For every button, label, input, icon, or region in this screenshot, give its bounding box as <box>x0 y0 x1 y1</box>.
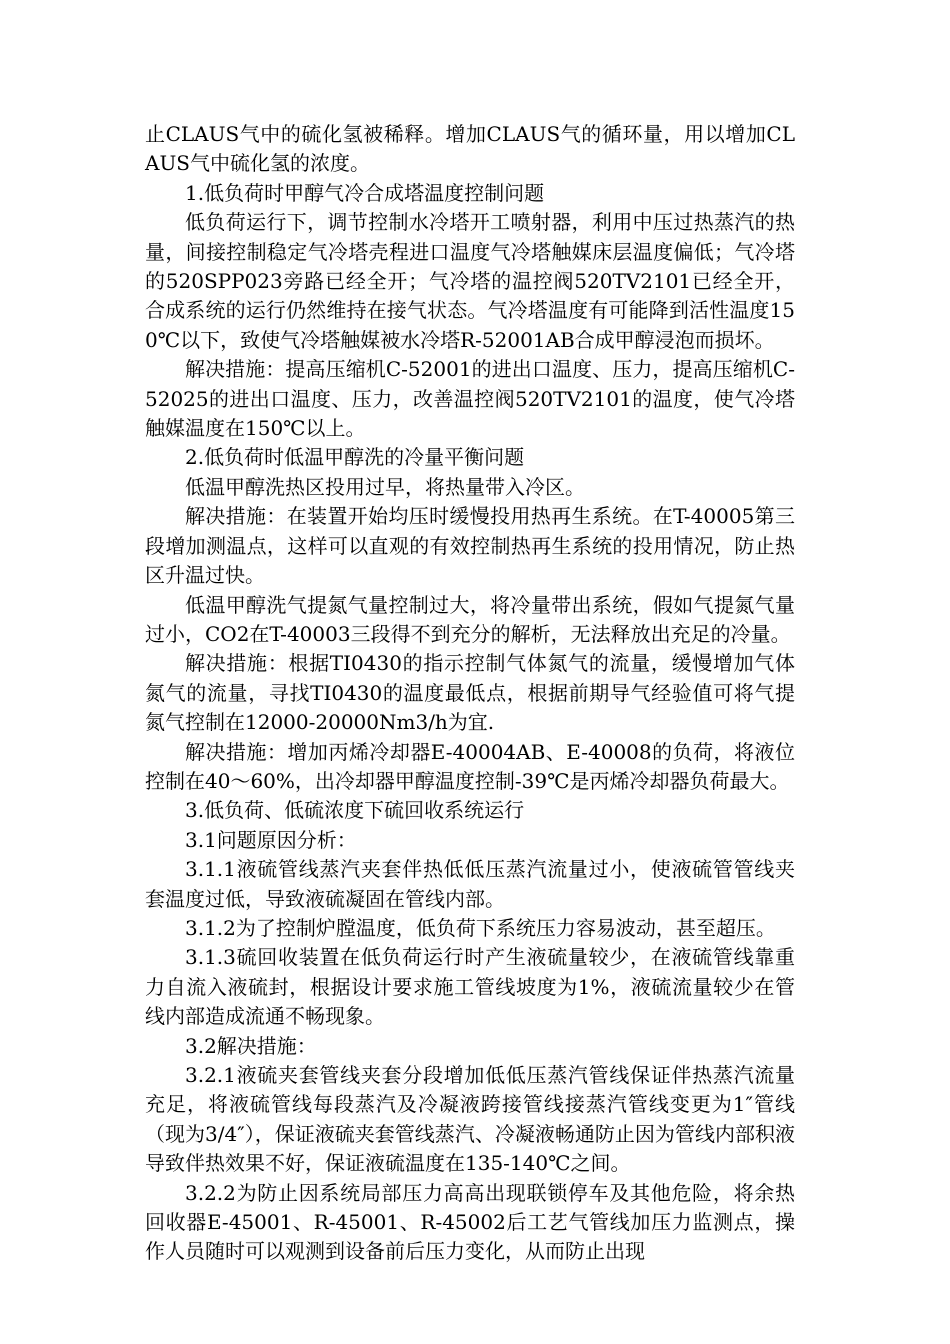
paragraph-1: 止CLAUS气中的硫化氢被稀释。增加CLAUS气的循环量，用以增加CLAUS气中硫化氢的浓度。 <box>145 122 795 176</box>
paragraph-3: 低负荷运行下，调节控制水冷塔开工喷射器，利用中压过热蒸汽的热量，间接控制稳定气冷塔壳程进口温度气冷塔触媒床层温度偏低；气冷塔的520SPP023旁路已经全开；气冷塔的温控阀520TV2101已经全开，合成系统的运行仍然维持在接气状态。气冷塔温度有可能降到活性温度150℃以下，致使气冷塔触媒被水冷塔R-52001AB合成甲醇浸泡而损坏。 <box>145 210 795 352</box>
paragraph-4: 解决措施：提高压缩机C-52001的进出口温度、压力，提高压缩机C-52025的进出口温度、压力，改善温控阀520TV2101的温度，使气冷塔触媒温度在150℃以上。 <box>145 357 795 441</box>
paragraph-10: 解决措施：增加丙烯冷却器E-40004AB、E-40008的负荷，将液位控制在40～60%，出冷却器甲醇温度控制-39℃是丙烯冷却器负荷最大。 <box>145 739 795 793</box>
paragraph-18: 3.2.2为防止因系统局部压力高高出现联锁停车及其他危险，将余热回收器E-45001、R-45001、R-45002后工艺气管线加压力监测点，操作人员随时可以观测到设备前后压力变化，从而防止出现 <box>145 1180 795 1264</box>
paragraph-6: 低温甲醇洗热区投用过早，将热量带入冷区。 <box>185 474 585 499</box>
subsection-heading-3-1: 3.1问题原因分析： <box>185 827 357 852</box>
section-heading-1: 1.低负荷时甲醇气冷合成塔温度控制问题 <box>185 180 545 205</box>
paragraph-17: 3.2.1液硫夹套管线夹套分段增加低低压蒸汽管线保证伴热蒸汽流量充足，将液硫管线每段蒸汽及冷凝液跨接管线接蒸汽管线变更为1″管线（现为3/4″），保证液硫夹套管线蒸汽、冷凝液畅通防止因为管线内部积液导致伴热效果不好，保证液硫温度在135-140℃之间。 <box>145 1063 795 1176</box>
document-page <box>145 120 795 1267</box>
paragraph-14: 3.1.2为了控制炉膛温度，低负荷下系统压力容易波动，甚至超压。 <box>185 915 776 940</box>
section-heading-3: 3.低负荷、低硫浓度下硫回收系统运行 <box>185 798 525 823</box>
subsection-heading-3-2: 3.2解决措施： <box>185 1033 317 1058</box>
paragraph-7: 解决措施：在装置开始均压时缓慢投用热再生系统。在T-40005第三段增加测温点，这样可以直观的有效控制热再生系统的投用情况，防止热区升温过快。 <box>145 504 795 588</box>
paragraph-8: 低温甲醇洗气提氮气量控制过大，将冷量带出系统，假如气提氮气量过小，CO2在T-40003三段得不到充分的解析，无法释放出充足的冷量。 <box>145 592 795 646</box>
section-heading-2: 2.低负荷时低温甲醇洗的冷量平衡问题 <box>185 445 525 470</box>
paragraph-9: 解决措施：根据TI0430的指示控制气体氮气的流量，缓慢增加气体氮气的流量，寻找TI0430的温度最低点，根据前期导气经验值可将气提氮气控制在12000-20000Nm3/h为宜. <box>145 651 795 735</box>
paragraph-15: 3.1.3硫回收装置在低负荷运行时产生液硫量较少，在液硫管线靠重力自流入液硫封，根据设计要求施工管线坡度为1%，液硫流量较少在管线内部造成流通不畅现象。 <box>145 945 795 1029</box>
paragraph-13: 3.1.1液硫管线蒸汽夹套伴热低低压蒸汽流量过小，使液硫管管线夹套温度过低，导致液硫凝固在管线内部。 <box>145 857 795 911</box>
